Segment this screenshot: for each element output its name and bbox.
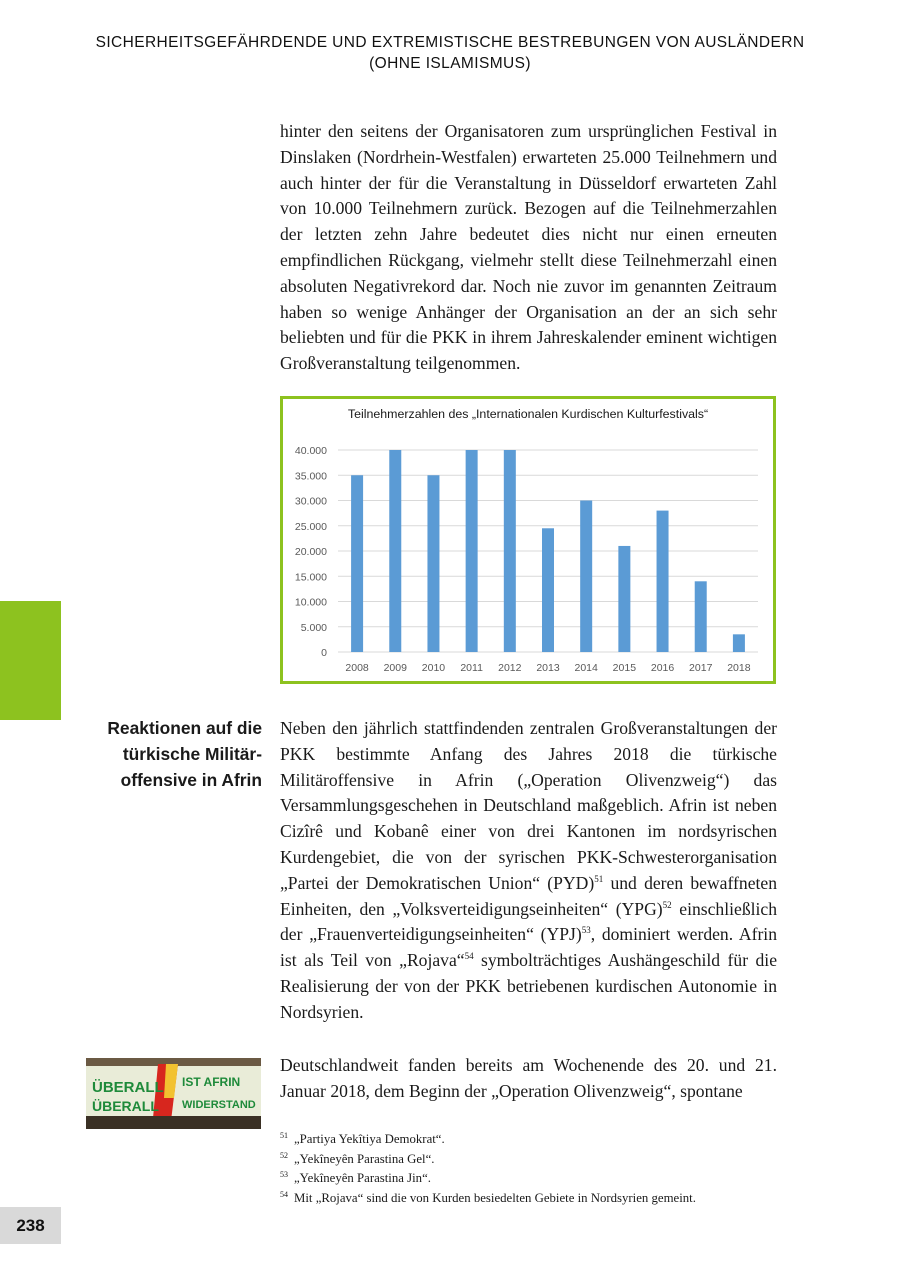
bar-2015 xyxy=(618,546,630,652)
chart-title: Teilnehmerzahlen des „Internationalen Kurdischen Kulturfestivals“ xyxy=(347,407,709,421)
text-run: Neben den jährlich stattfindenden zentralen Großveranstaltungen der PKK bestimmte Anfang des Jahres 2018 die türkische Militäroffensive in Afrin („Operation Olivenzweig“) das Versammlungsgeschehen in Deutschland maßgeblich. Afrin ist neben Cizîrê und Kobanê einer von drei Kantonen im nordsyrischen Kurdengebiet, die von der syrischen PKK-Schwesterorganisation „Partei der Demokratischen Union“ (PYD) xyxy=(280,718,777,893)
x-tick-label: 2018 xyxy=(727,662,751,674)
bar-chart-figure xyxy=(280,396,776,684)
protest-banner-photo xyxy=(86,1058,261,1129)
paragraph-text: hinter den seitens der Organisatoren zum ursprünglichen Festival in Dinslaken (Nordrhein-Westfalen) erwarteten 25.000 Teilnehmern und auch hinter der für die Veranstaltung in Düsseldorf erwarteten Zahl von 10.000 Teilnehmern zurück. Bezogen auf die Teilnehmerzahlen der letzten zehn Jahre bedeutet dies nicht nur einen erneuten empfindlichen Rückgang, vielmehr stellt diese Teilnehmerzahl einen absoluten Negativrekord dar. Noch nie zuvor im genannten Zeitraum haben so wenige Anhänger der Organisation an der an sich sehr beliebten und für die PKK in ihrem Jahreskalender eminent wichtigen Großveranstaltung teilgenommen. xyxy=(280,121,777,374)
bar-2014 xyxy=(580,501,592,653)
side-heading-line-2: türkische Militär- xyxy=(122,743,262,764)
y-tick-label: 40.000 xyxy=(294,445,327,457)
footnote-ref-53[interactable]: 53 xyxy=(581,925,591,936)
footnote-52 xyxy=(280,1150,780,1170)
footnote-53 xyxy=(280,1169,780,1189)
footnote-text: Mit „Rojava“ sind die von Kurden besiedelten Gebiete in Nordsyrien gemeint. xyxy=(294,1190,696,1205)
side-heading-line-1: Reaktionen auf die xyxy=(107,718,262,738)
y-tick-label: 0 xyxy=(321,647,327,659)
paragraph-text xyxy=(280,716,777,1026)
footnote-number: 52 xyxy=(280,1150,288,1160)
bar-2017 xyxy=(695,581,707,652)
footnote-ref-52[interactable]: 52 xyxy=(662,899,672,910)
bar-2010 xyxy=(427,475,439,652)
x-tick-label: 2012 xyxy=(498,662,522,674)
footnote-number: 53 xyxy=(280,1170,288,1180)
bar-chart xyxy=(283,399,773,681)
bar-2008 xyxy=(351,475,363,652)
side-heading-line-3: offensive in Afrin xyxy=(120,769,262,790)
text-run: und deren bewaffneten Einheiten, den „Volksverteidigungseinheiten“ (YPG) xyxy=(280,872,777,919)
chapter-color-tab xyxy=(0,601,61,720)
x-tick-label: 2011 xyxy=(460,662,483,674)
y-tick-label: 30.000 xyxy=(294,495,327,508)
body-paragraph-3 xyxy=(280,1053,777,1105)
x-tick-label: 2010 xyxy=(421,662,446,674)
bar-2018 xyxy=(733,634,745,652)
footnote-number: 51 xyxy=(280,1131,288,1140)
x-tick-label: 2013 xyxy=(536,662,560,674)
footnote-ref-54[interactable]: 54 xyxy=(464,951,474,962)
y-tick-label: 5.000 xyxy=(300,621,327,634)
bar-2013 xyxy=(542,528,554,652)
footnote-text: „Yekîneyên Parastina Gel“. xyxy=(294,1151,435,1166)
banner-text-1: ÜBERALL xyxy=(92,1079,164,1096)
footnote-ref-51[interactable]: 51 xyxy=(594,873,604,884)
side-heading xyxy=(90,716,262,793)
y-tick-label: 20.000 xyxy=(294,546,327,558)
y-tick-label: 15.000 xyxy=(294,571,327,584)
x-tick-label: 2015 xyxy=(612,662,637,674)
footnote-text: „Partiya Yekîtiya Demokrat“. xyxy=(294,1132,445,1146)
running-header-line-2: (OHNE ISLAMISMUS) xyxy=(369,55,531,72)
x-tick-label: 2017 xyxy=(689,662,713,674)
footnote-51 xyxy=(280,1130,780,1150)
page-number: 238 xyxy=(0,1207,61,1244)
y-tick-label: 10.000 xyxy=(294,596,327,609)
text-run: einschließlich der „Frauenverteidigungseinheiten“ (YPJ) xyxy=(280,898,777,945)
footnotes xyxy=(280,1130,780,1208)
running-header xyxy=(0,32,900,74)
x-tick-label: 2014 xyxy=(574,662,598,674)
footnote-number: 54 xyxy=(280,1189,288,1199)
footnote-text: „Yekîneyên Parastina Jin“. xyxy=(294,1171,431,1186)
paragraph-text: Deutschlandweit fanden bereits am Wochenende des 20. und 21. Januar 2018, dem Beginn der „Operation Olivenzweig“, spontane xyxy=(280,1055,777,1101)
protest-banner-image xyxy=(86,1058,261,1129)
banner-text-2: IST AFRIN xyxy=(182,1075,241,1089)
body-paragraph-1 xyxy=(280,119,777,377)
footnote-54 xyxy=(280,1189,780,1209)
x-tick-label: 2009 xyxy=(383,662,407,674)
bar-2016 xyxy=(657,511,669,652)
x-tick-label: 2016 xyxy=(650,662,675,674)
y-tick-label: 25.000 xyxy=(294,520,327,533)
bar-2012 xyxy=(504,450,516,652)
body-paragraph-2 xyxy=(280,716,777,1026)
text-run: , dominiert werden. Afrin ist als Teil von „Rojava“ xyxy=(280,924,777,971)
banner-text-3: ÜBERALL xyxy=(92,1098,159,1114)
y-tick-label: 35.000 xyxy=(294,470,327,483)
bar-2011 xyxy=(466,450,478,652)
banner-text-4: WIDERSTAND xyxy=(182,1099,256,1111)
text-run: symbolträchtiges Aushängeschild für die Realisierung der von der PKK betriebenen kurdischen Autonomie in Nordsyrien. xyxy=(280,950,778,1022)
x-tick-label: 2008 xyxy=(345,662,369,674)
bar-2009 xyxy=(389,450,401,652)
running-header-line-1: SICHERHEITSGEFÄHRDENDE UND EXTREMISTISCHE BESTREBUNGEN VON AUSLÄNDERN xyxy=(95,34,805,51)
